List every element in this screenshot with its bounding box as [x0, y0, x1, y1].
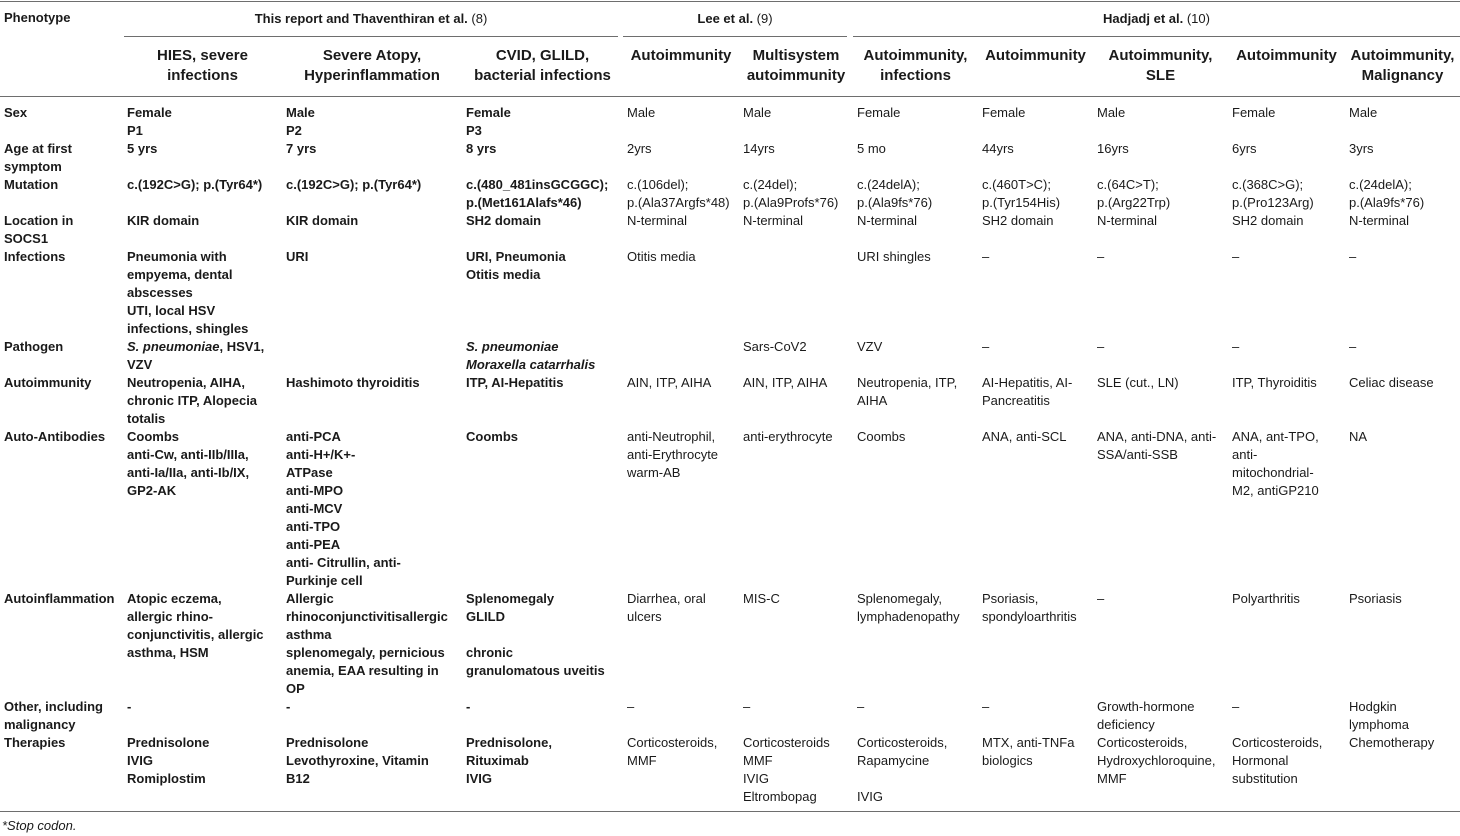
- table-cell: Coombs: [857, 429, 906, 444]
- table-row: [0, 698, 1460, 734]
- patient-column-header: HIES, severe infections: [157, 47, 248, 84]
- table-cell: Chemotherapy: [1349, 735, 1435, 750]
- table-row: [0, 374, 1460, 428]
- patient-column-header: Multisystem autoimmunity: [746, 47, 846, 84]
- table-cell: c.(460T>C); p.(Tyr154His): [982, 177, 1061, 210]
- table-cell: 6yrs: [1232, 141, 1257, 156]
- group-header-ref: (10): [1186, 11, 1210, 26]
- table-cell: AI-Hepatitis, AI- Pancreatitis: [982, 375, 1073, 408]
- table-row: [0, 140, 1460, 176]
- table-cell: c.(192C>G); p.(Tyr64*): [127, 177, 263, 192]
- table-cell: KIR domain: [286, 213, 359, 228]
- table-cell: Prednisolone Levothyroxine, Vitamin B12: [286, 735, 429, 786]
- table-cell: ANA, anti-SCL: [982, 429, 1067, 444]
- table-cell: Polyarthritis: [1232, 591, 1300, 606]
- table-cell: Otitis media: [627, 249, 696, 264]
- row-label: Autoimmunity: [4, 375, 92, 390]
- table-cell: –: [1232, 339, 1240, 354]
- table-cell: 7 yrs: [286, 141, 317, 156]
- table-cell: Pneumonia with empyema, dental abscesses UTI, local HSV infections, shingles: [127, 249, 249, 336]
- row-label: Autoinflammation: [4, 591, 115, 606]
- group-header-ref: (8): [471, 11, 488, 26]
- table-cell: Hodgkin lymphoma: [1349, 699, 1409, 732]
- table-cell: c.(192C>G); p.(Tyr64*): [286, 177, 422, 192]
- group-header-hadjadj: [853, 10, 1460, 28]
- table-cell: Male: [1349, 105, 1378, 120]
- row-label: Auto-Antibodies: [4, 429, 106, 444]
- table-cell: –: [1232, 249, 1240, 264]
- table-cell: [462, 338, 623, 374]
- table-cell: Celiac disease: [1349, 375, 1434, 390]
- table-cell: c.(480_481insGCGGC); p.(Met161Alafs*46): [466, 177, 609, 210]
- row-label: Other, including malignancy: [4, 699, 103, 732]
- table-cell: –: [743, 699, 751, 714]
- table-cell: Female P1: [127, 105, 172, 138]
- table-cell: SLE (cut., LN): [1097, 375, 1179, 390]
- group-header-ref: (9): [756, 11, 773, 26]
- table-cell: 44yrs: [982, 141, 1014, 156]
- table-cell: Corticosteroids, Rapamycine IVIG: [857, 735, 948, 804]
- table-cell: Female: [857, 105, 901, 120]
- table-cell: –: [627, 699, 635, 714]
- table-cell: ITP, Thyroiditis: [1232, 375, 1317, 390]
- table-cell: c.(106del); p.(Ala37Argfs*48): [627, 177, 730, 210]
- table-cell: ANA, anti-DNA, anti- SSA/anti-SSB: [1097, 429, 1217, 462]
- patient-column-header: Autoimmunity: [985, 47, 1086, 64]
- table-cell: Male P2: [286, 105, 315, 138]
- table-row: [0, 104, 1460, 140]
- group-header-text: Hadjadj et al.: [1103, 11, 1187, 26]
- table-cell: Coombs anti-Cw, anti-IIb/IIIa, anti-Ia/IIa, anti-Ib/IX, GP2-AK: [127, 429, 250, 498]
- top-rule: [0, 1, 1460, 2]
- pathogen-italic: S. pneumoniae Moraxella catarrhalis: [466, 339, 596, 372]
- patient-column-header: Autoimmunity, Malignancy: [1350, 47, 1455, 84]
- table-cell: Male: [743, 105, 772, 120]
- table-cell: Splenomegaly GLILD chronic granulomatous uveitis: [466, 591, 605, 678]
- table-row: [0, 428, 1460, 590]
- table-cell: Prednisolone IVIG Romiplostim: [127, 735, 210, 786]
- group-underline: [124, 36, 618, 37]
- table-cell: Corticosteroids MMF IVIG Eltrombopag: [743, 735, 830, 804]
- table-row: [0, 590, 1460, 698]
- row-label: Age at first symptom: [4, 141, 72, 174]
- table-cell: anti-PCA anti-H+/K+- ATPase anti-MPO anti-MCV anti-TPO anti-PEA anti- Citrullin, anti- Purkinje cell: [286, 429, 401, 588]
- table-cell: c.(24delA); p.(Ala9fs*76): [857, 177, 933, 210]
- table-cell: –: [1232, 699, 1240, 714]
- table-row: [0, 248, 1460, 338]
- table-cell: N-terminal: [1349, 213, 1409, 228]
- row-label: Infections: [4, 249, 66, 264]
- table-cell: Male: [627, 105, 656, 120]
- table-cell: Female: [1232, 105, 1276, 120]
- table-row: [0, 734, 1460, 806]
- table-cell: KIR domain: [127, 213, 200, 228]
- table-cell: SH2 domain: [466, 213, 542, 228]
- patient-column-header: Severe Atopy, Hyperinflammation: [304, 47, 440, 84]
- footnote: *Stop codon.: [2, 818, 77, 833]
- group-header-text: Lee et al.: [697, 11, 757, 26]
- group-header-lee: [623, 10, 847, 28]
- table-cell: 8 yrs: [466, 141, 497, 156]
- table-cell: c.(24del); p.(Ala9Profs*76): [743, 177, 839, 210]
- table-cell: –: [857, 699, 865, 714]
- header-rule: [0, 96, 1460, 97]
- table-cell: –: [982, 249, 990, 264]
- row-label: Sex: [4, 105, 28, 120]
- bottom-rule: [0, 811, 1460, 812]
- table-cell: 5 mo: [857, 141, 886, 156]
- table-cell: URI shingles: [857, 249, 931, 264]
- table-cell: N-terminal: [857, 213, 917, 228]
- table-cell: MTX, anti-TNFa biologics: [982, 735, 1075, 768]
- table-cell: Diarrhea, oral ulcers: [627, 591, 706, 624]
- table-cell: Female: [982, 105, 1026, 120]
- row-label: Therapies: [4, 735, 66, 750]
- table-cell: –: [982, 339, 990, 354]
- table-cell: -: [466, 699, 471, 714]
- table-cell: SH2 domain: [982, 213, 1054, 228]
- table-cell: Neutropenia, ITP, AIHA: [857, 375, 958, 408]
- table-row: [0, 176, 1460, 212]
- group-header-text: This report and Thaventhiran et al.: [254, 11, 472, 26]
- table-cell: 14yrs: [743, 141, 775, 156]
- table-cell: ITP, AI-Hepatitis: [466, 375, 564, 390]
- table-cell: Allergic rhinoconjunctivitisallergic asthma splenomegaly, pernicious anemia, EAA resulting in OP: [286, 591, 448, 696]
- table-cell: Sars-CoV2: [743, 339, 807, 354]
- table-cell: anti-erythrocyte: [743, 429, 833, 444]
- table-cell: c.(24delA); p.(Ala9fs*76): [1349, 177, 1425, 210]
- table-cell: c.(368C>G); p.(Pro123Arg): [1232, 177, 1314, 210]
- table-header: [0, 0, 1460, 96]
- pathogen-rest: , HSV1, VZV: [127, 339, 265, 372]
- patient-column-header: Autoimmunity: [1236, 47, 1337, 64]
- table-cell: –: [1097, 249, 1105, 264]
- table-cell: 16yrs: [1097, 141, 1129, 156]
- table-cell: NA: [1349, 429, 1368, 444]
- table-cell: AIN, ITP, AIHA: [743, 375, 828, 390]
- table-cell: Coombs: [466, 429, 518, 444]
- table-cell: –: [1349, 249, 1357, 264]
- table-cell: –: [1097, 591, 1105, 606]
- table-cell: anti-Neutrophil, anti-Erythrocyte warm-AB: [627, 429, 719, 480]
- table-cell: [123, 338, 282, 374]
- table-cell: -: [127, 699, 132, 714]
- pathogen-italic: S. pneumoniae: [127, 339, 220, 354]
- table-cell: Corticosteroids, Hormonal substitution: [1232, 735, 1323, 786]
- table-cell: N-terminal: [743, 213, 803, 228]
- table-cell: Psoriasis: [1349, 591, 1402, 606]
- group-underline: [623, 36, 847, 37]
- table-cell: AIN, ITP, AIHA: [627, 375, 712, 390]
- table-cell: Growth-hormone deficiency: [1097, 699, 1195, 732]
- table-cell: N-terminal: [1097, 213, 1157, 228]
- row-label: Location in SOCS1: [4, 213, 74, 246]
- table-row: [0, 338, 1460, 374]
- patient-column-header: Autoimmunity: [630, 47, 732, 64]
- row-label: Mutation: [4, 177, 59, 192]
- table-cell: Male: [1097, 105, 1126, 120]
- table-cell: 2yrs: [627, 141, 652, 156]
- row-label: Pathogen: [4, 339, 64, 354]
- table-cell: Prednisolone, Rituximab IVIG: [466, 735, 552, 786]
- table-row: [0, 212, 1460, 248]
- table-cell: Corticosteroids, Hydroxychloroquine, MMF: [1097, 735, 1216, 786]
- table-cell: –: [1097, 339, 1105, 354]
- table-cell: Female P3: [466, 105, 511, 138]
- table-cell: URI, Pneumonia Otitis media: [466, 249, 566, 282]
- table-cell: Hashimoto thyroiditis: [286, 375, 420, 390]
- table-cell: 3yrs: [1349, 141, 1374, 156]
- group-header-this-report: [124, 10, 618, 28]
- table-cell: N-terminal: [627, 213, 687, 228]
- phenotype-header: Phenotype: [4, 10, 71, 25]
- table-cell: Splenomegaly, lymphadenopathy: [857, 591, 960, 624]
- table-cell: ANA, ant-TPO, anti- mitochondrial- M2, antiGP210: [1232, 429, 1319, 498]
- table-cell: –: [1349, 339, 1357, 354]
- group-underline: [853, 36, 1460, 37]
- table-cell: –: [982, 699, 990, 714]
- patient-column-header: Autoimmunity, SLE: [1108, 47, 1213, 84]
- table-cell: Atopic eczema, allergic rhino- conjunctivitis, allergic asthma, HSM: [127, 591, 264, 660]
- table-cell: Psoriasis, spondyloarthritis: [982, 591, 1077, 624]
- table-cell: -: [286, 699, 291, 714]
- table-cell: VZV: [857, 339, 883, 354]
- table-cell: Corticosteroids, MMF: [627, 735, 718, 768]
- patient-column-header: Autoimmunity, infections: [863, 47, 968, 84]
- table-cell: SH2 domain: [1232, 213, 1304, 228]
- table-cell: URI: [286, 249, 309, 264]
- table-cell: Neutropenia, AIHA, chronic ITP, Alopecia totalis: [127, 375, 258, 426]
- table-cell: 5 yrs: [127, 141, 158, 156]
- patient-column-header: CVID, GLILD, bacterial infections: [474, 47, 611, 84]
- table-cell: MIS-C: [743, 591, 780, 606]
- table-cell: c.(64C>T); p.(Arg22Trp): [1097, 177, 1171, 210]
